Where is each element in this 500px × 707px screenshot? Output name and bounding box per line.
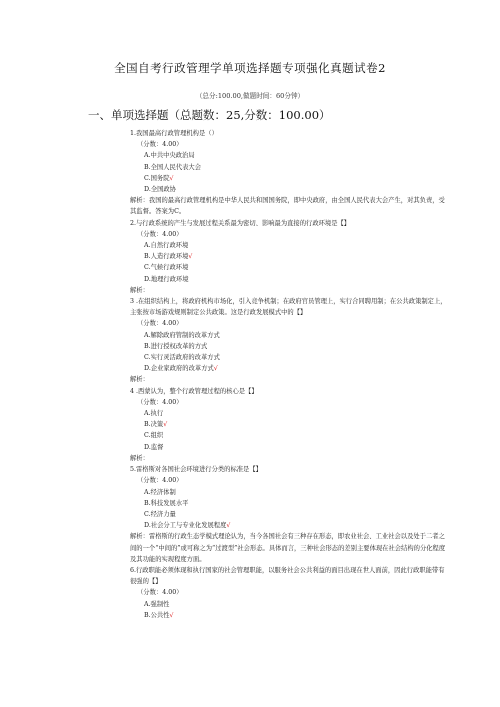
answer-option [130, 498, 450, 509]
question-block [130, 128, 450, 218]
answer-option [130, 442, 450, 453]
analysis-text: 解析： [130, 454, 149, 462]
answer-option [130, 274, 450, 285]
analysis-text: 解析： [130, 376, 149, 384]
analysis-text: 解析：我国的最高行政管理机构是中华人民共和国国务院，即中央政府，由全国人民代表大会产生，对其负责，受其监督。答案为C。 [130, 197, 445, 216]
correct-check-mark: √ [163, 421, 168, 429]
answer-option [130, 173, 450, 184]
option-text: C.实行灵活政府的改革方式 [144, 354, 220, 362]
question-stem: 5.雷格斯对各国社会环境进行分类的标准是【】 [130, 466, 262, 474]
option-text: A.经济体制 [144, 488, 176, 496]
question-stem: 1.我国最高行政管理机构是（） [130, 130, 218, 137]
question-score: （分数：4.00） [137, 230, 183, 238]
question-score: （分数：4.00） [137, 141, 183, 149]
option-text: D.监督 [144, 443, 164, 451]
option-text: A.解除政府管制的改革方式 [144, 331, 220, 339]
document-title: 全国自考行政管理学单项选择题专项强化真题试卷2 [114, 61, 386, 75]
answer-option [130, 150, 450, 161]
option-text: A.自然行政环境 [144, 242, 189, 250]
correct-check-mark: √ [213, 365, 218, 373]
option-text: D.企业家政府的改革方式 [144, 365, 214, 373]
option-text: B.决策 [144, 421, 164, 429]
correct-check-mark: √ [188, 253, 193, 261]
answer-option [130, 184, 450, 195]
question-score: （分数：4.00） [137, 398, 183, 406]
answer-option [130, 408, 450, 419]
correct-check-mark: √ [169, 611, 174, 619]
question-stem: 6.行政职能必须体现和执行国家的社会管理职能，以服务社会公共利益的面目出现在世人面前，因此行政职能带有很强的【】 [130, 566, 445, 586]
answer-option [130, 363, 450, 374]
option-text: B.公共性 [144, 611, 170, 619]
question-score: （分数：4.00） [137, 320, 183, 328]
option-text: A.强制性 [144, 600, 170, 608]
answer-option [130, 240, 450, 251]
option-text: D.全国政协 [144, 186, 177, 194]
option-text: C.组织 [144, 432, 164, 440]
answer-option [130, 610, 450, 621]
option-text: B.进行授权改革的方式 [144, 342, 208, 350]
answer-option [130, 341, 450, 352]
analysis-text: 解析： [130, 286, 149, 294]
option-text: B.人造行政环境 [144, 253, 189, 261]
answer-option [130, 162, 450, 173]
question-stem: 2.与行政系统的产生与发展过程关系最为密切、影响最为直接的行政环境是【】 [130, 219, 351, 227]
answer-option [130, 509, 450, 520]
section-heading: 一、单项选择题（总题数：25,分数：100.00） [88, 108, 331, 122]
option-text: D.社会分工与专业化发展程度 [144, 522, 227, 530]
answer-option [130, 262, 450, 273]
correct-check-mark: √ [169, 174, 174, 182]
option-text: A.执行 [144, 410, 164, 418]
question-score: （分数：4.00） [137, 477, 183, 485]
option-text: B.全国人民代表大会 [144, 163, 202, 171]
question-stem: 4 .西蒙认为，整个行政管理过程的核心是【】 [130, 387, 258, 395]
answer-option [130, 352, 450, 363]
analysis-text: 解析：雷格斯的行政生态学模式理论认为，当今各国社会有三种存在形态，即农业社会、工业社会以及处于二者之间的一个“中间的”或可称之为“过渡型”社会形态。具体而言，三种社会形态的差别主要体现在社会结构的分化程度及其功能的实现程度方面。 [130, 533, 446, 563]
question-block [130, 386, 450, 464]
question-stem: 3 .在组织结构上，将政府机构市场化，引入竞争机制；在政府官员管理上，实行合同聘用制；在公共政策制定上，主张按市场游戏规则制定公共政策。这是行政发展模式中的【】 [130, 298, 447, 317]
answer-option [130, 487, 450, 498]
answer-option [130, 330, 450, 341]
answer-option [130, 419, 450, 430]
option-text: D.地理行政环境 [144, 275, 189, 283]
document-meta: （总分:100.00,做题时间：60分钟） [195, 92, 305, 100]
correct-check-mark: √ [226, 522, 231, 530]
answer-option [130, 599, 450, 610]
option-text: B.科技发展水平 [144, 499, 189, 507]
answer-option [130, 430, 450, 441]
question-block [130, 464, 450, 565]
option-text: C.气候行政环境 [144, 264, 189, 272]
question-block [130, 296, 450, 386]
option-text: C.经济力量 [144, 510, 176, 518]
option-text: A.中共中央政治局 [144, 152, 195, 160]
question-block [130, 218, 450, 296]
answer-option [130, 520, 450, 531]
answer-option [130, 251, 450, 262]
question-score: （分数：4.00） [137, 589, 183, 597]
question-list [130, 128, 450, 621]
question-block [130, 565, 450, 621]
option-text: C.国务院 [144, 174, 170, 182]
